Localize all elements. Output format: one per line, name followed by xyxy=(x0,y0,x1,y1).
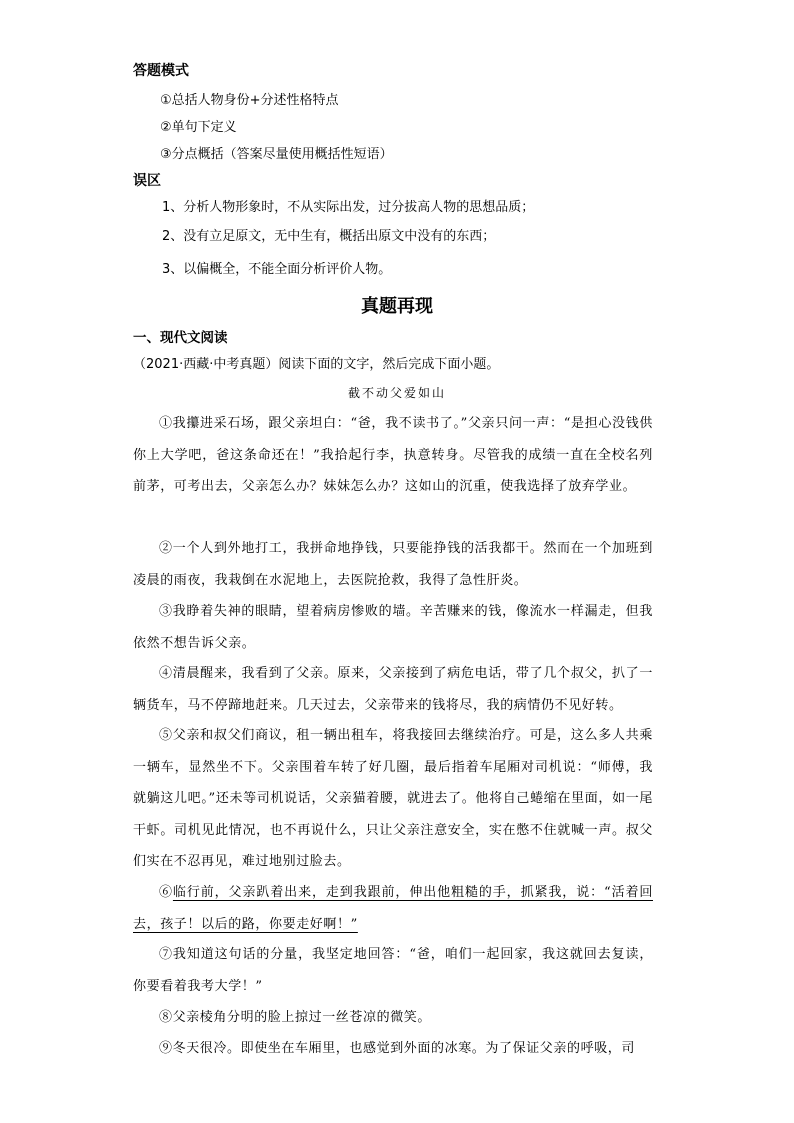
article-paragraph: ⑤父亲和叔父们商议，租一辆出租车，将我接回去继续治疗。可是，这么多人共乘一辆车，显然坐不下。父亲围着车转了好几圈，最后指着车尾厢对司机说：“师傅，我就躺这儿吧。”还未等司机说话，父亲猫着腰，就进去了。他将自己蜷缩在里面，如一尾干虾。司机见此情况，也不再说什么，只让父亲注意安全，实在憋不住就喊一声。叔父们实在不忍再见，难过地别过脸去。 xyxy=(133,728,653,869)
answer-mode-item: ③分点概括（答案尽量使用概括性短语） xyxy=(160,147,393,162)
article-paragraph: ⑨冬天很冷。即使坐在车厢里，也感觉到外面的冰寒。为了保证父亲的呼吸，司 xyxy=(159,1041,636,1056)
mistake-item: 1、分析人物形象时，不从实际出发，过分拔高人物的思想品质； xyxy=(162,200,535,215)
answer-mode-item: ①总括人物身份+分述性格特点 xyxy=(160,93,339,108)
article-paragraph: ③我睁着失神的眼睛，望着病房惨败的墙。辛苦赚来的钱，像流水一样漏走，但我依然不想告诉父亲。 xyxy=(133,604,653,651)
article-paragraph: ②一个人到外地打工，我拼命地挣钱，只要能挣钱的活我都干。然而在一个加班到凌晨的雨夜，我栽倒在水泥地上，去医院抢救，我得了急性肝炎。 xyxy=(133,541,653,588)
article-paragraph-6 xyxy=(133,877,653,940)
mistake-item: 2、没有立足原文，无中生有，概括出原文中没有的东西； xyxy=(162,229,496,244)
article-paragraph: ①我攥进采石场，跟父亲坦白：“爸，我不读书了。”父亲只问一声：“是担心没钱供你上大学吧，爸这条命还在！”我拾起行李，执意转身。尽管我的成绩一直在全校名列前茅，可考出去，父亲怎么办？妹妹怎么办？这如山的沉重，使我选择了放弃学业。 xyxy=(133,416,653,494)
answer-mode-item: ②单句下定义 xyxy=(160,120,237,135)
mistakes-heading: 误区 xyxy=(133,173,161,189)
article-paragraph: ⑧父亲棱角分明的脸上掠过一丝苍凉的微笑。 xyxy=(159,1010,432,1025)
article-paragraph: ④清晨醒来，我看到了父亲。原来，父亲接到了病危电话，带了几个叔父，扒了一辆货车，马不停蹄地赶来。几天过去，父亲带来的钱将尽，我的病情仍不见好转。 xyxy=(133,666,653,713)
question-intro: （2021·西藏·中考真题）阅读下面的文字，然后完成下面小题。 xyxy=(133,357,500,372)
mistake-item: 3、以偏概全，不能全面分析评价人物。 xyxy=(162,262,392,277)
article-title: 截不动父爱如山 xyxy=(347,386,446,400)
para6-number: ⑥ xyxy=(159,885,173,900)
article-paragraph: ⑦我知道这句话的分量，我坚定地回答：“爸，咱们一起回家，我这就回去复读，你要看着我考大学！” xyxy=(133,947,653,994)
underlined-sentence: 临行前，父亲趴着出来，走到我跟前，伸出他粗糙的手，抓紧我，说：“活着回去，孩子！以后的路，你要走好啊！” xyxy=(133,885,653,932)
section-title: 真题再现 xyxy=(361,296,433,317)
answer-mode-heading: 答题模式 xyxy=(133,63,189,79)
part-heading: 一、现代文阅读 xyxy=(133,330,228,346)
